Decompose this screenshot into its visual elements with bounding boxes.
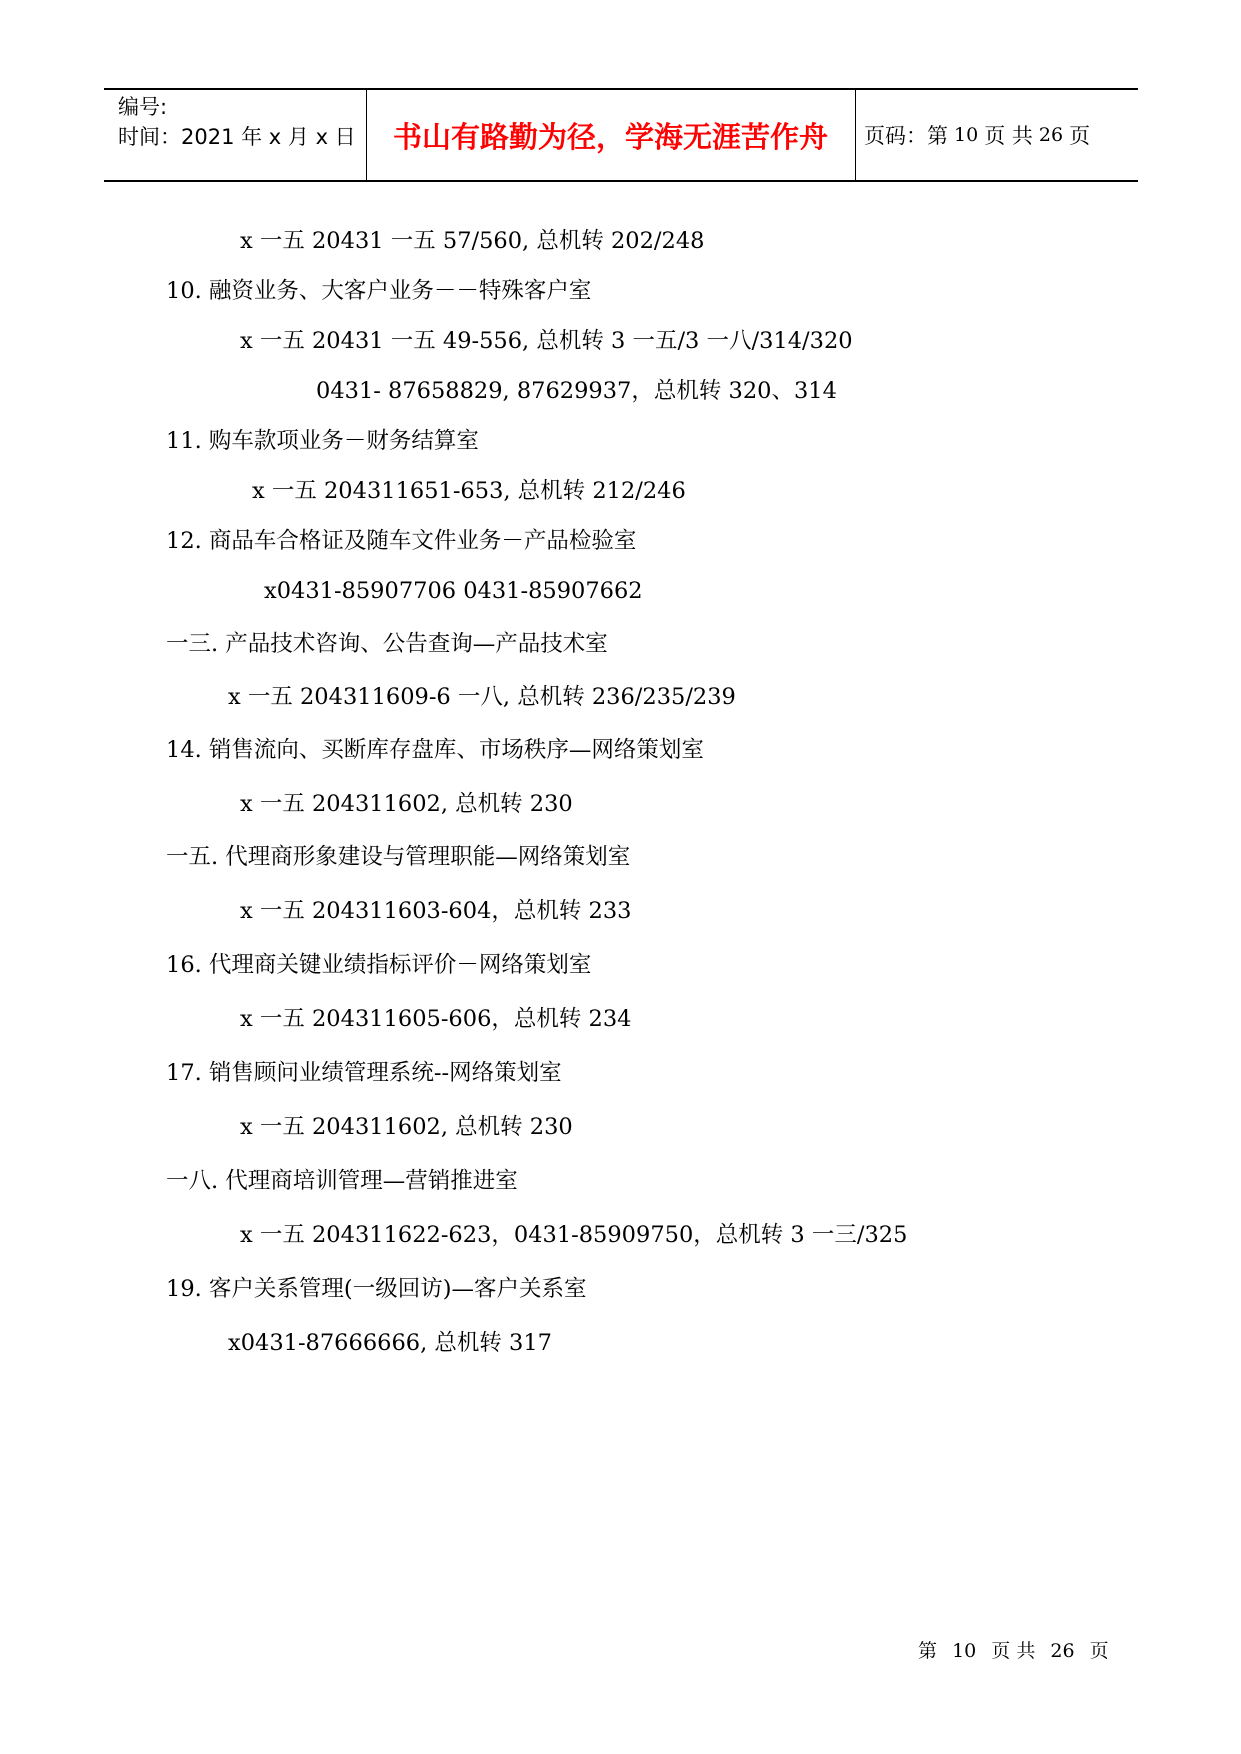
header-page-indicator (864, 90, 1090, 180)
page-mid: 页 共 (984, 124, 1033, 148)
footer-mid: 页 共 (991, 1640, 1036, 1662)
contact-line: x 一五 204311602, 总机转 230 (240, 1114, 573, 1140)
contact-line: x0431-85907706 0431-85907662 (264, 578, 643, 604)
section-heading: 19. 客户关系管理(一级回访)—客户关系室 (166, 1276, 587, 1302)
header-motto: 书山有路勤为径，学海无涯苦作舟 (392, 119, 828, 154)
contact-line: x 一五 204311605-606，总机转 234 (240, 1006, 632, 1032)
footer-suffix: 页 (1089, 1640, 1109, 1662)
header-divider (855, 90, 856, 180)
section-heading: 16. 代理商关键业绩指标评价－网络策划室 (166, 952, 592, 978)
document-number-label: 编号: (118, 95, 168, 119)
footer-total: 26 (1050, 1640, 1075, 1662)
document-header (104, 88, 1138, 182)
section-heading: 14. 销售流向、买断库存盘库、市场秩序—网络策划室 (166, 737, 704, 763)
contact-line: x 一五 204311602, 总机转 230 (240, 791, 573, 817)
contact-line: 0431- 87658829, 87629937，总机转 320、314 (316, 378, 837, 404)
footer-prefix: 第 (918, 1640, 938, 1662)
page-suffix: 页 (1069, 124, 1091, 148)
contact-line: x 一五 204311651-653, 总机转 212/246 (252, 478, 686, 504)
section-heading: 10. 融资业务、大客户业务－－特殊客户室 (166, 278, 592, 304)
section-heading: 一三. 产品技术咨询、公告查询—产品技术室 (166, 631, 608, 657)
section-heading: 11. 购车款项业务－财务结算室 (166, 428, 479, 454)
contact-line: x 一五 204311603-604，总机转 233 (240, 898, 632, 924)
contact-line: x 一五 204311609-6 一八, 总机转 236/235/239 (228, 684, 736, 710)
contact-line: x 一五 20431 一五 57/560, 总机转 202/248 (240, 228, 705, 254)
page-prefix: 页码：第 (864, 124, 948, 148)
section-heading: 一八. 代理商培训管理—营销推进室 (166, 1168, 518, 1194)
contact-line: x 一五 20431 一五 49-556, 总机转 3 一五/3 一八/314/320 (240, 328, 853, 354)
section-heading: 12. 商品车合格证及随车文件业务－产品检验室 (166, 528, 637, 554)
section-heading: 一五. 代理商形象建设与管理职能—网络策划室 (166, 844, 631, 870)
contact-line: x 一五 204311622-623，0431-85909750，总机转 3 一三/325 (240, 1222, 908, 1248)
section-heading: 17. 销售顾问业绩管理系统--网络策划室 (166, 1060, 562, 1086)
page-footer (918, 1636, 1118, 1663)
header-info (118, 92, 356, 152)
contact-line: x0431-87666666, 总机转 317 (228, 1330, 552, 1356)
footer-current: 10 (952, 1640, 977, 1662)
document-date: 时间：2021 年 x 月 x 日 (118, 125, 356, 149)
page-current: 10 (954, 124, 979, 146)
page-total: 26 (1038, 124, 1064, 146)
